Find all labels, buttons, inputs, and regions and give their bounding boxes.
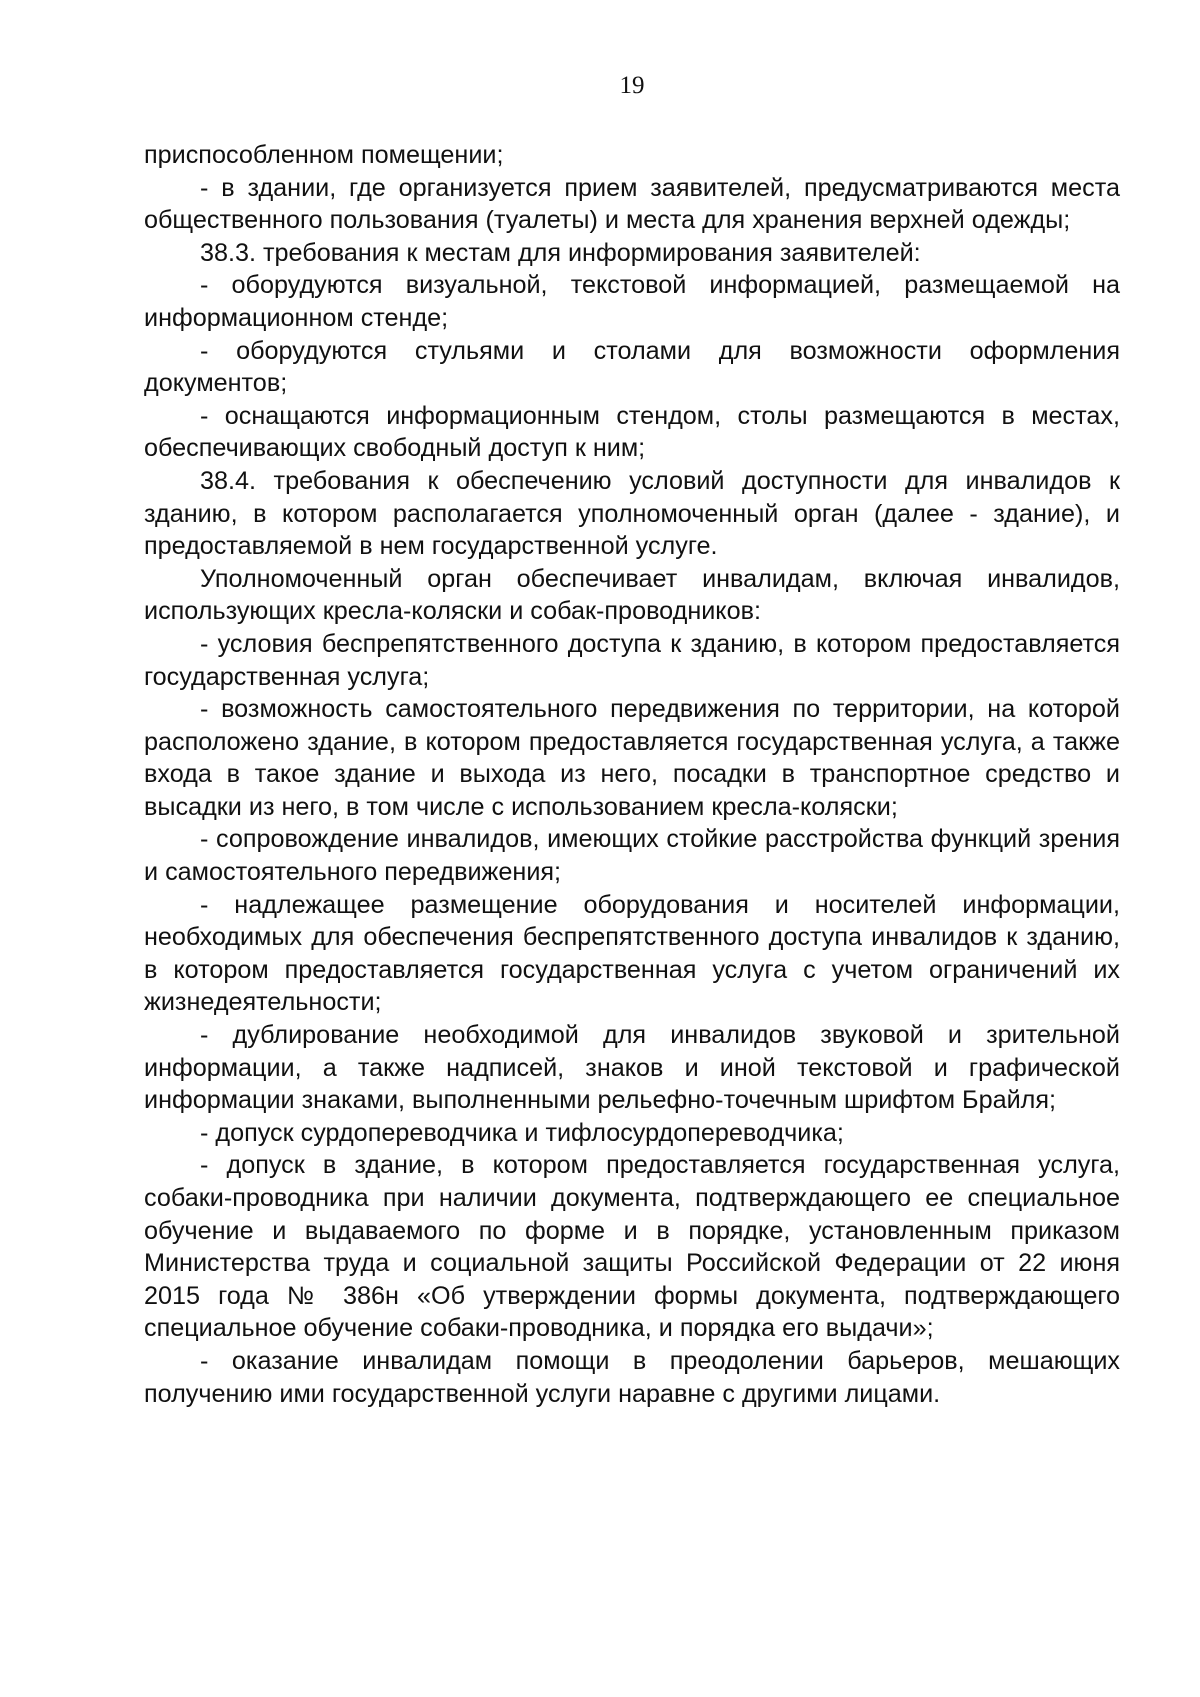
document-body	[144, 139, 1120, 1410]
paragraph: - надлежащее размещение оборудования и носителей информации, необходимых для обеспечения беспрепятственного доступа инвалидов к зданию, в котором предоставляется государственная услуга с учетом ограничений их жизнедеятельности;	[144, 890, 1120, 1017]
paragraph: - оказание инвалидам помощи в преодолении барьеров, мешающих получению ими государственной услуги наравне с другими лицами.	[144, 1346, 1120, 1408]
paragraph: - условия беспрепятственного доступа к зданию, в котором предоставляется государственная услуга;	[144, 629, 1120, 691]
paragraph: - сопровождение инвалидов, имеющих стойкие расстройства функций зрения и самостоятельного передвижения;	[144, 825, 1120, 887]
paragraph: 38.4. требования к обеспечению условий доступности для инвалидов к зданию, в котором располагается уполномоченный орган (далее - здание), и предоставляемой в нем государственной услуге.	[144, 466, 1120, 561]
paragraph: 38.3. требования к местам для информирования заявителей:	[200, 238, 921, 267]
paragraph: Уполномоченный орган обеспечивает инвалидам, включая инвалидов, использующих кресла-коляски и собак-проводников:	[144, 564, 1120, 626]
paragraph: приспособленном помещении;	[144, 141, 504, 169]
page-number: 19	[619, 72, 645, 99]
paragraph: - оснащаются информационным стендом, столы размещаются в местах, обеспечивающих свободный доступ к ним;	[144, 401, 1120, 463]
paragraph: - оборудуются визуальной, текстовой информацией, размещаемой на информационном стенде;	[144, 271, 1120, 332]
paragraph: - оборудуются стульями и столами для возможности оформления документов;	[144, 336, 1120, 398]
paragraph: - возможность самостоятельного передвижения по территории, на которой расположено здание, в котором предоставляется государственная услуга, а также входа в такое здание и выхода из него, посадки в транспортное средство и высадки из него, в том числе с использованием кресла-коляски;	[144, 695, 1120, 821]
paragraph: - допуск сурдопереводчика и тифлосурдопереводчика;	[200, 1118, 844, 1147]
paragraph: - в здании, где организуется прием заявителей, предусматриваются места общественного пользования (туалеты) и места для хранения верхней одежды;	[144, 173, 1120, 235]
paragraph: - допуск в здание, в котором предоставляется государственная услуга, собаки-проводника при наличии документа, подтверждающего ее специальное обучение и выдаваемого по форме и в порядке, установленным приказом Министерства труда и социальной защиты Российской Федерации от 22 июня 2015 года № 386н «Об утверждении формы документа, подтверждающего специальное обучение собаки-проводника, и порядка его выдачи»;	[144, 1151, 1120, 1343]
paragraph: - дублирование необходимой для инвалидов звуковой и зрительной информации, а также надписей, знаков и иной текстовой и графической информации знаками, выполненными рельефно-точечным шрифтом Брайля;	[144, 1021, 1120, 1115]
